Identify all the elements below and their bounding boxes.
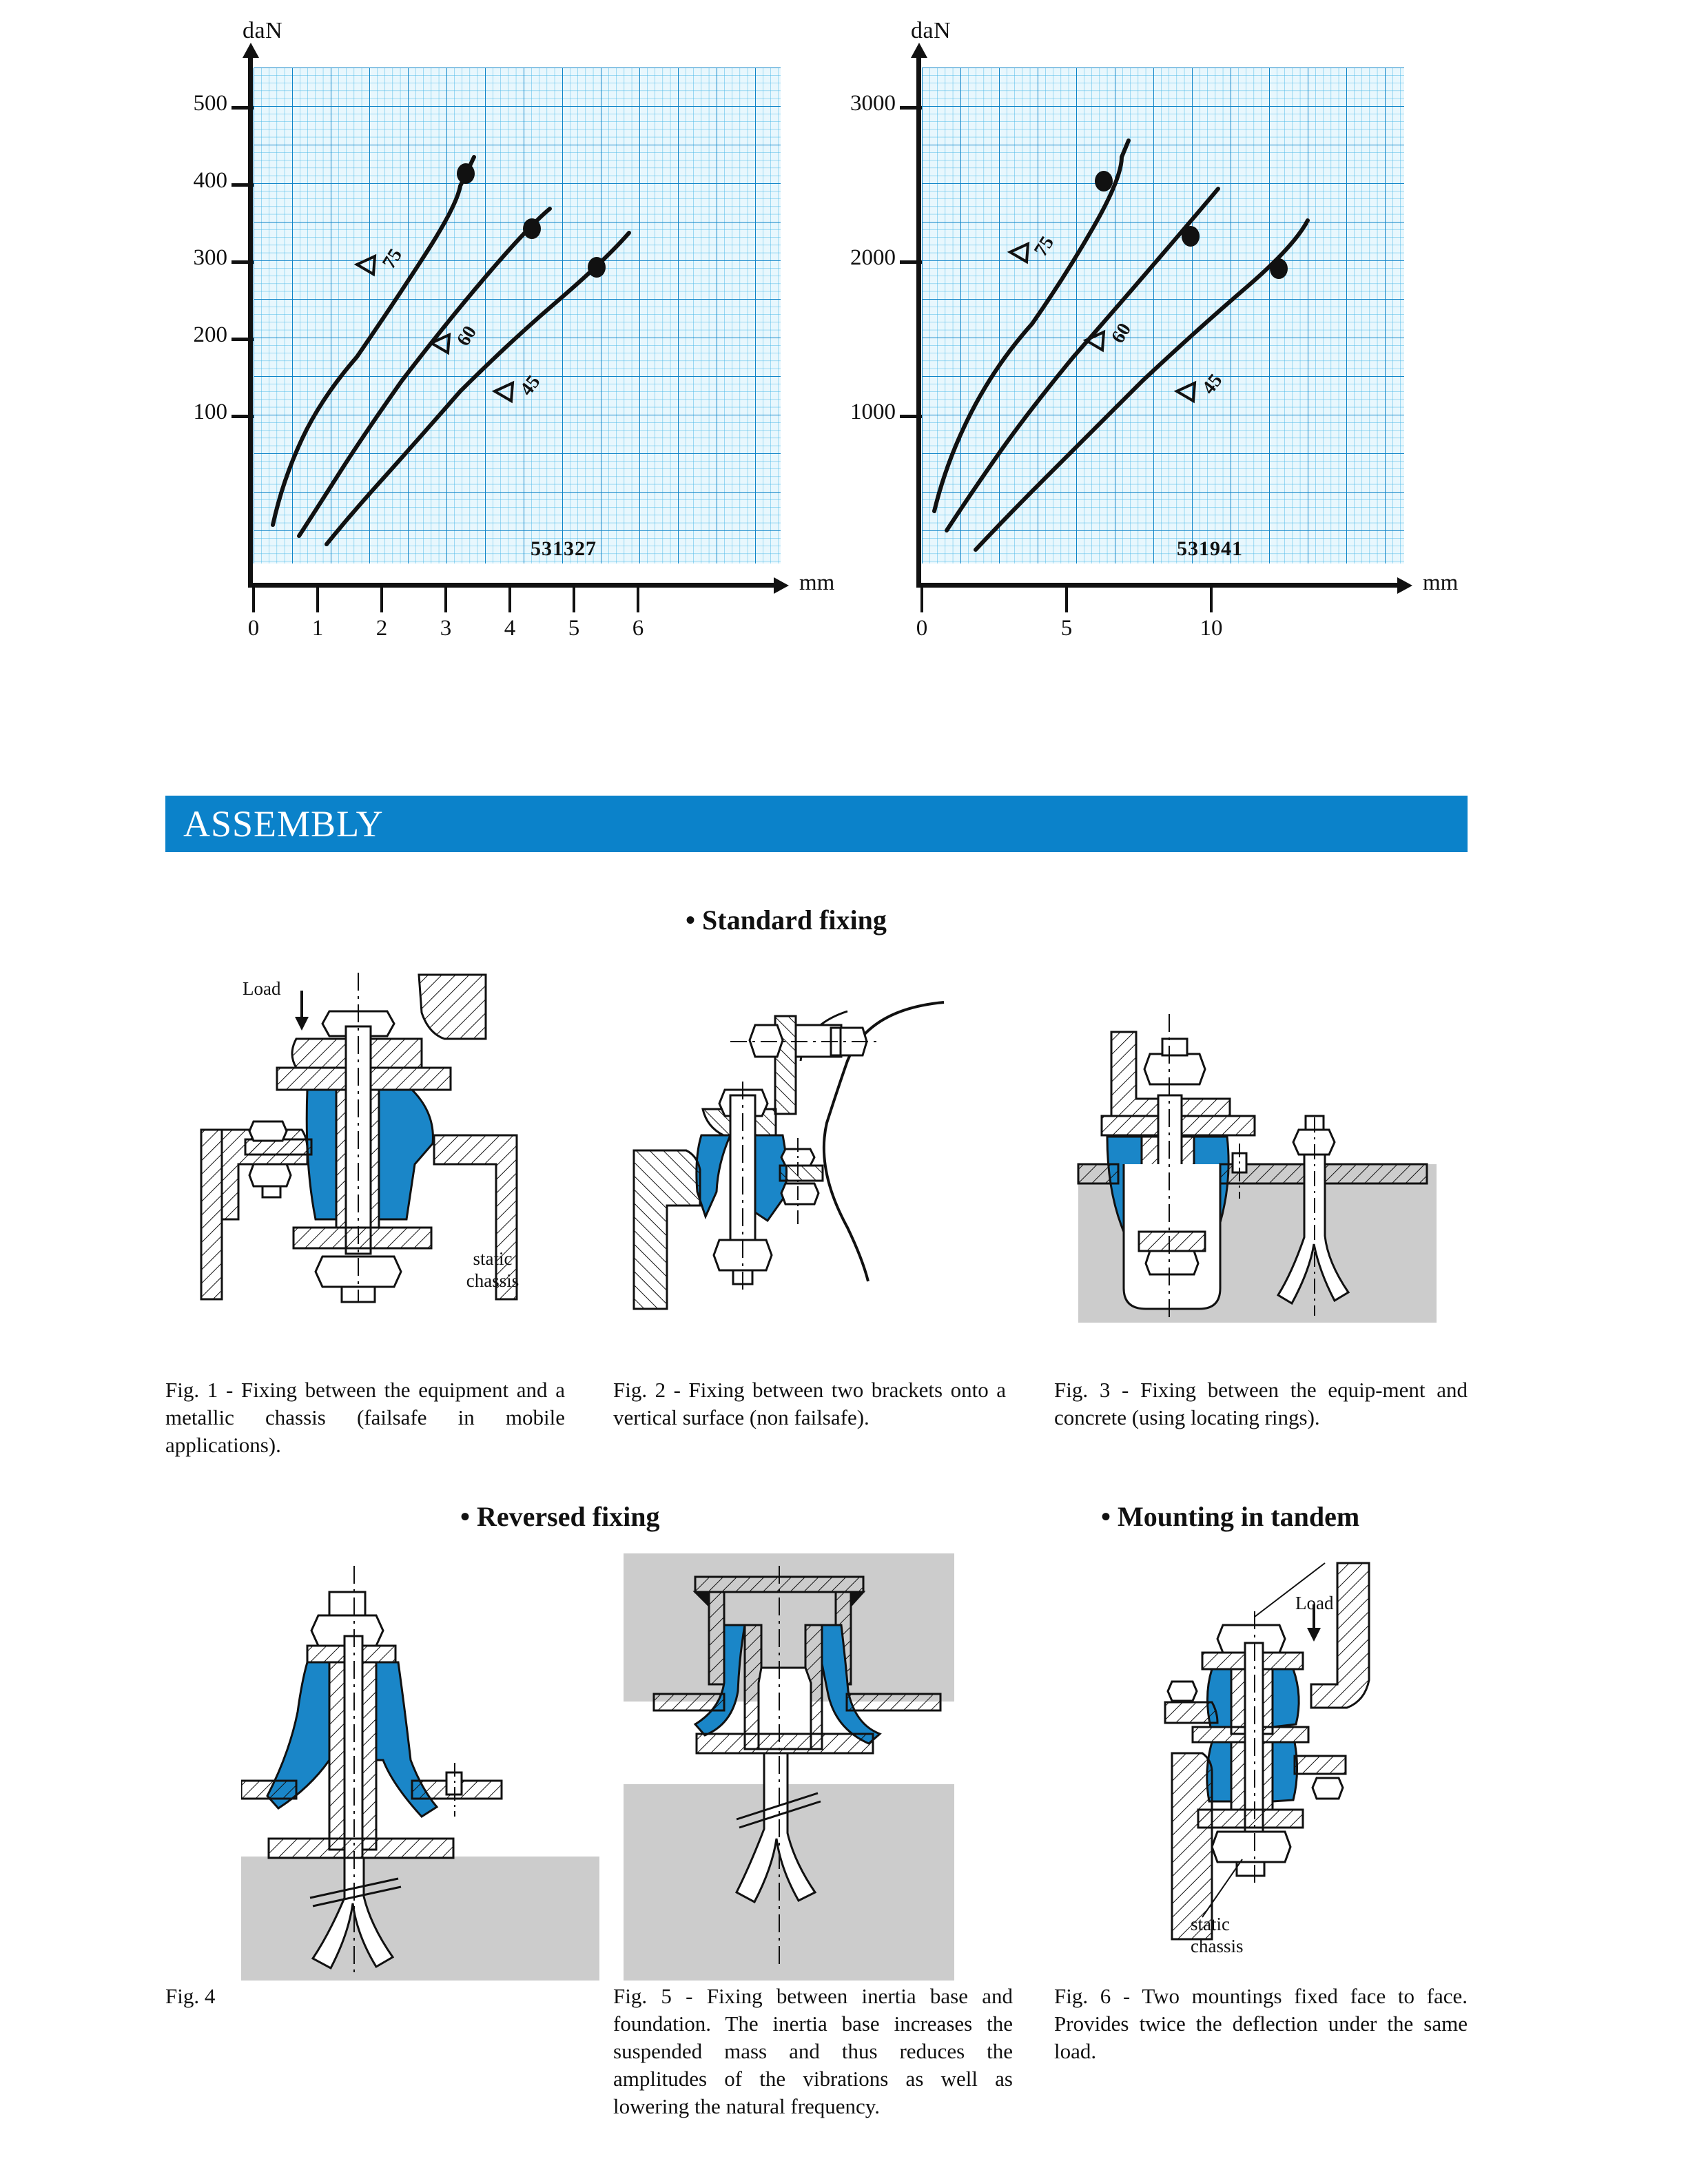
chart-left-plot-area (254, 68, 781, 563)
chart-left-curve-label-75: 75 (378, 245, 407, 273)
fig6-load-label: Load (1295, 1593, 1334, 1613)
chart-left-ylabel: 100 (193, 400, 227, 424)
fig1-static-chassis-line1: static (473, 1248, 513, 1269)
chart-right-xtick (1065, 588, 1068, 612)
chart-left-xtick (573, 588, 575, 612)
chart-left-part-number: 531327 (531, 537, 597, 560)
chart-right-ytick (900, 106, 922, 110)
chart-right-ylabel: 3000 (850, 91, 896, 116)
chart-left-y-axis (248, 56, 253, 587)
chart-left-xtick (380, 588, 383, 612)
fig4-drawing (241, 1553, 599, 1981)
fig1-static-chassis-label (448, 1248, 537, 1292)
chart-left-y-axis-arrow (243, 43, 259, 58)
chart-left-ylabel: 200 (193, 322, 227, 347)
fig1-load-arrow (295, 991, 309, 1031)
fig2-caption: Fig. 2 - Fixing between two brackets onto a vertical surface (non failsafe). (613, 1378, 1006, 1429)
assembly-banner (165, 796, 1468, 852)
chart-right-graph (922, 68, 1404, 563)
chart-left-xlabel: 2 (375, 616, 388, 641)
fig5-caption: Fig. 5 - Fixing between inertia base and foundation. The inertia base increases the suspended mass and thus reduces the amplitudes of the vibrations as well as lowering the natural frequency. (613, 1984, 1013, 2118)
chart-left-y-unit: daN (243, 18, 283, 43)
chart-right-x-axis-arrow (1397, 577, 1412, 594)
chart-left-ytick (231, 415, 254, 418)
fig6-static-chassis-label (1191, 1914, 1244, 1958)
chart-left-x-axis (248, 583, 775, 588)
chart-left-xtick (252, 588, 255, 612)
chart-right-part-number: 531941 (1177, 537, 1243, 560)
chart-531941 (850, 14, 1468, 648)
chart-left-ylabel: 500 (193, 91, 227, 116)
chart-right-ylabel: 2000 (850, 245, 896, 270)
chart-right-ylabel: 1000 (850, 400, 896, 424)
heading-reversed-fixing: • Reversed fixing (460, 1501, 660, 1532)
chart-531327 (193, 14, 835, 648)
chart-right-ytick (900, 415, 922, 418)
fig3-drawing (1064, 992, 1450, 1336)
chart-left-x-unit: mm (799, 570, 835, 595)
chart-left-xlabel: 5 (568, 616, 580, 641)
chart-left-curve-label-45: 45 (515, 371, 545, 400)
chart-right-curve-label-60: 60 (1107, 319, 1136, 347)
chart-left-ytick (231, 338, 254, 341)
fig6-static-chassis-line2: chassis (1191, 1935, 1244, 1956)
fig1-caption: Fig. 1 - Fixing between the equipment and a metallic chassis (failsafe in mobile applications). (165, 1378, 565, 1457)
chart-right-xtick (920, 588, 923, 612)
chart-left-xtick (637, 588, 639, 612)
chart-left-xlabel: 6 (632, 616, 644, 641)
chart-right-x-axis (916, 583, 1399, 588)
chart-left-xlabel: 0 (247, 616, 260, 641)
chart-left-ytick (231, 260, 254, 264)
chart-right-xlabel: 0 (916, 616, 928, 641)
fig4-caption: Fig. 4 (165, 1984, 216, 2008)
fig5-drawing (624, 1553, 954, 1981)
chart-left-graph (254, 68, 781, 563)
chart-right-curve-label-45: 45 (1197, 370, 1227, 399)
fig1-load-label: Load (243, 978, 281, 999)
chart-right-xtick (1210, 588, 1213, 612)
chart-left-ytick (231, 106, 254, 110)
chart-left-xlabel: 3 (440, 616, 452, 641)
chart-right-x-unit: mm (1423, 570, 1459, 595)
chart-right-y-unit: daN (911, 18, 951, 43)
assembly-banner-title: ASSEMBLY (183, 803, 384, 845)
chart-left-ytick (231, 183, 254, 187)
chart-left-ylabel: 300 (193, 245, 227, 270)
chart-right-ytick (900, 260, 922, 264)
chart-left-xlabel: 1 (311, 616, 324, 641)
fig3-caption: Fig. 3 - Fixing between the equip-ment and concrete (using locating rings). (1054, 1378, 1468, 1429)
chart-left-ylabel: 400 (193, 168, 227, 193)
fig6-drawing (1126, 1553, 1416, 1981)
fig6-caption: Fig. 6 - Two mountings fixed face to face. Provides twice the deflection under the same load. (1054, 1984, 1468, 2063)
chart-right-curve-label-75: 75 (1030, 232, 1059, 260)
fig2-drawing (620, 985, 1013, 1316)
chart-left-xtick (508, 588, 511, 612)
fig1-static-chassis-line2: chassis (466, 1270, 519, 1291)
chart-right-xlabel: 10 (1200, 616, 1223, 641)
chart-left-xtick (316, 588, 319, 612)
fig6-static-chassis-line1: static (1191, 1914, 1230, 1934)
chart-left-xtick (444, 588, 447, 612)
chart-left-x-axis-arrow (774, 577, 789, 594)
chart-right-y-axis-arrow (911, 43, 927, 58)
heading-standard-fixing: • Standard fixing (686, 904, 887, 935)
chart-left-curve-label-60: 60 (453, 322, 482, 350)
chart-right-y-axis (916, 56, 921, 587)
chart-right-plot-area (922, 68, 1404, 563)
heading-mounting-in-tandem: • Mounting in tandem (1101, 1501, 1360, 1532)
chart-right-xlabel: 5 (1060, 616, 1073, 641)
chart-left-xlabel: 4 (504, 616, 516, 641)
fig4-concrete (241, 1857, 599, 1981)
